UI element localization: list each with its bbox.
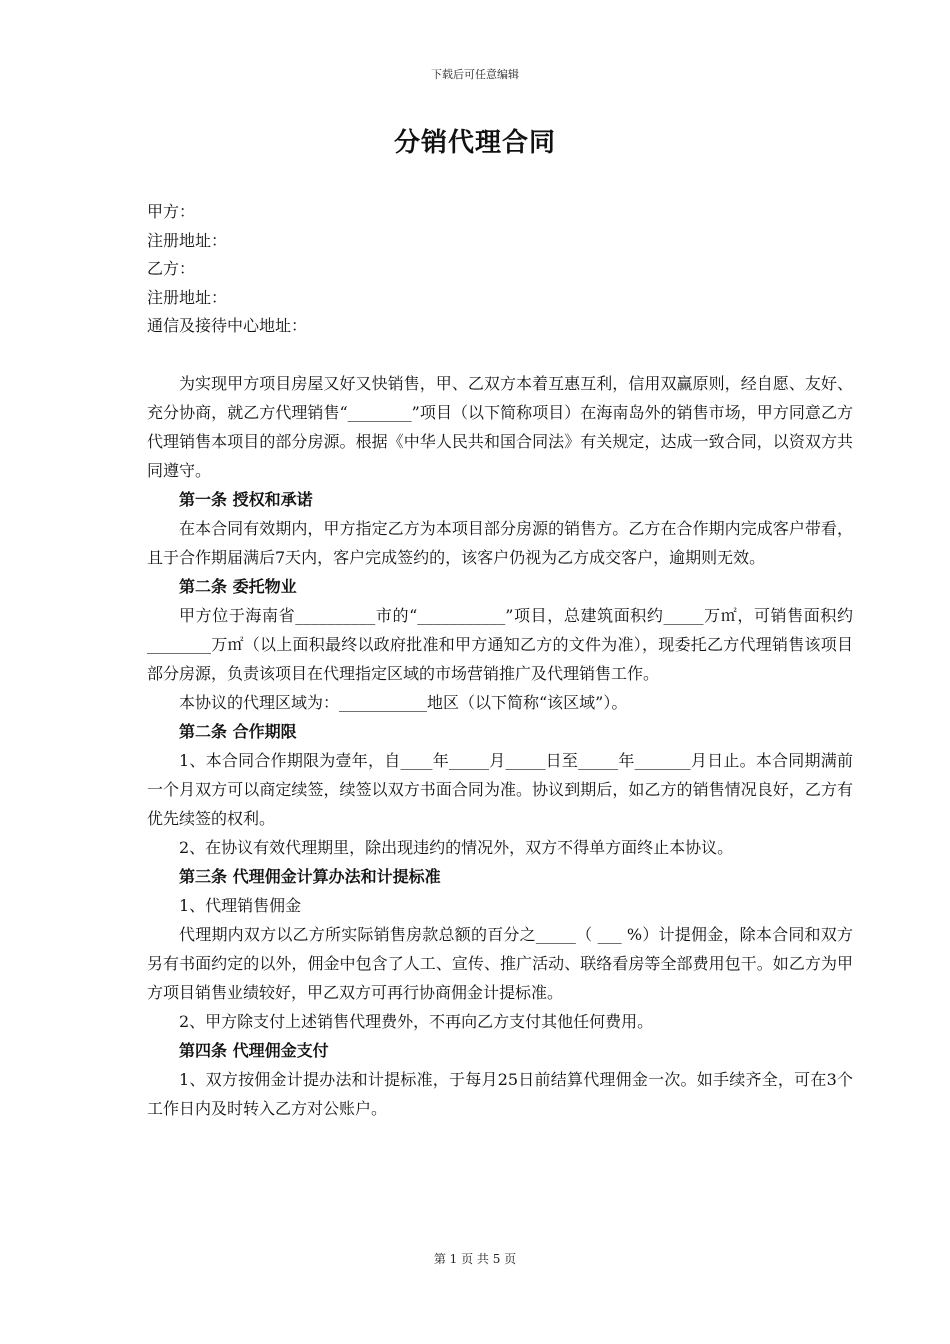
party-b-address-label: 注册地址： [147, 287, 228, 307]
body-paragraph: 1、代理销售佣金 [179, 896, 302, 915]
body-paragraph: 2、在协议有效代理期里，除出现违约的情况外，双方不得单方面终止本协议。 [179, 838, 734, 857]
body-paragraph: 1、双方按佣金计提办法和计提标准，于每月25日前结算代理佣金一次。如手续齐全，可在3个工作日内及时转入乙方对公账户。 [147, 1070, 853, 1118]
reception-address-label: 通信及接待中心地址： [147, 316, 308, 335]
page-footer: 第 1 页 共 5 页 [433, 1252, 517, 1266]
article-heading: 第二条 合作期限 [179, 722, 297, 741]
party-a-address-label: 注册地址： [147, 230, 228, 250]
page-header: 下载后可任意编辑 [431, 68, 519, 81]
article-heading: 第二条 委托物业 [179, 577, 297, 596]
body-paragraph: 代理期内双方以乙方所实际销售房款总额的百分之_____（ ___ %）计提佣金，除本合同和双方另有书面约定的以外，佣金中包含了人工、宣传、推广活动、联络看房等全部费用包干。如乙方为甲方项目销售业绩较好，甲乙双方可再行协商佣金计提标准。 [147, 925, 853, 1002]
body-paragraph: 在本合同有效期内，甲方指定乙方为本项目部分房源的销售方。乙方在合作期内完成客户带看，且于合作期届满后7天内，客户完成签约的，该客户仍视为乙方成交客户，逾期则无效。 [147, 519, 853, 567]
document-title: 分销代理合同 [393, 128, 556, 158]
body-paragraph: 甲方位于海南省__________市的“___________”项目，总建筑面积约_____万㎡，可销售面积约________万㎡（以上面积最终以政府批准和甲方通知乙方的文件为准），现委托乙方代理销售该项目部分房源，负责该项目在代理指定区域的市场营销推广及代理销售工作。 [147, 606, 853, 683]
preamble-paragraph: 为实现甲方项目房屋又好又快销售，甲、乙双方本着互惠互利，信用双赢原则，经自愿、友好、充分协商，就乙方代理销售“________”项目（以下简称项目）在海南岛外的销售市场，甲方同意乙方代理销售本项目的部分房源。根据《中华人民共和国合同法》有关规定，达成一致合同，以资双方共同遵守。 [147, 374, 853, 480]
party-a-label: 甲方： [147, 202, 196, 221]
party-info [147, 198, 847, 341]
article-heading: 第一条 授权和承诺 [179, 490, 313, 509]
body-paragraph: 本协议的代理区域为：___________地区（以下简称“该区域”）。 [179, 693, 628, 712]
party-b-label: 乙方： [147, 259, 196, 278]
contract-body [147, 369, 853, 1123]
body-paragraph: 1、本合同合作期限为壹年，自____年_____月_____日至_____年_______月日止。本合同期满前一个月双方可以商定续签，续签以双方书面合同为准。协议到期后，如乙方的销售情况良好，乙方有优先续签的权利。 [147, 751, 853, 828]
article-heading: 第四条 代理佣金支付 [179, 1041, 329, 1060]
body-paragraph: 2、甲方除支付上述销售代理费外，不再向乙方支付其他任何费用。 [179, 1012, 654, 1031]
article-heading: 第三条 代理佣金计算办法和计提标准 [179, 867, 441, 886]
